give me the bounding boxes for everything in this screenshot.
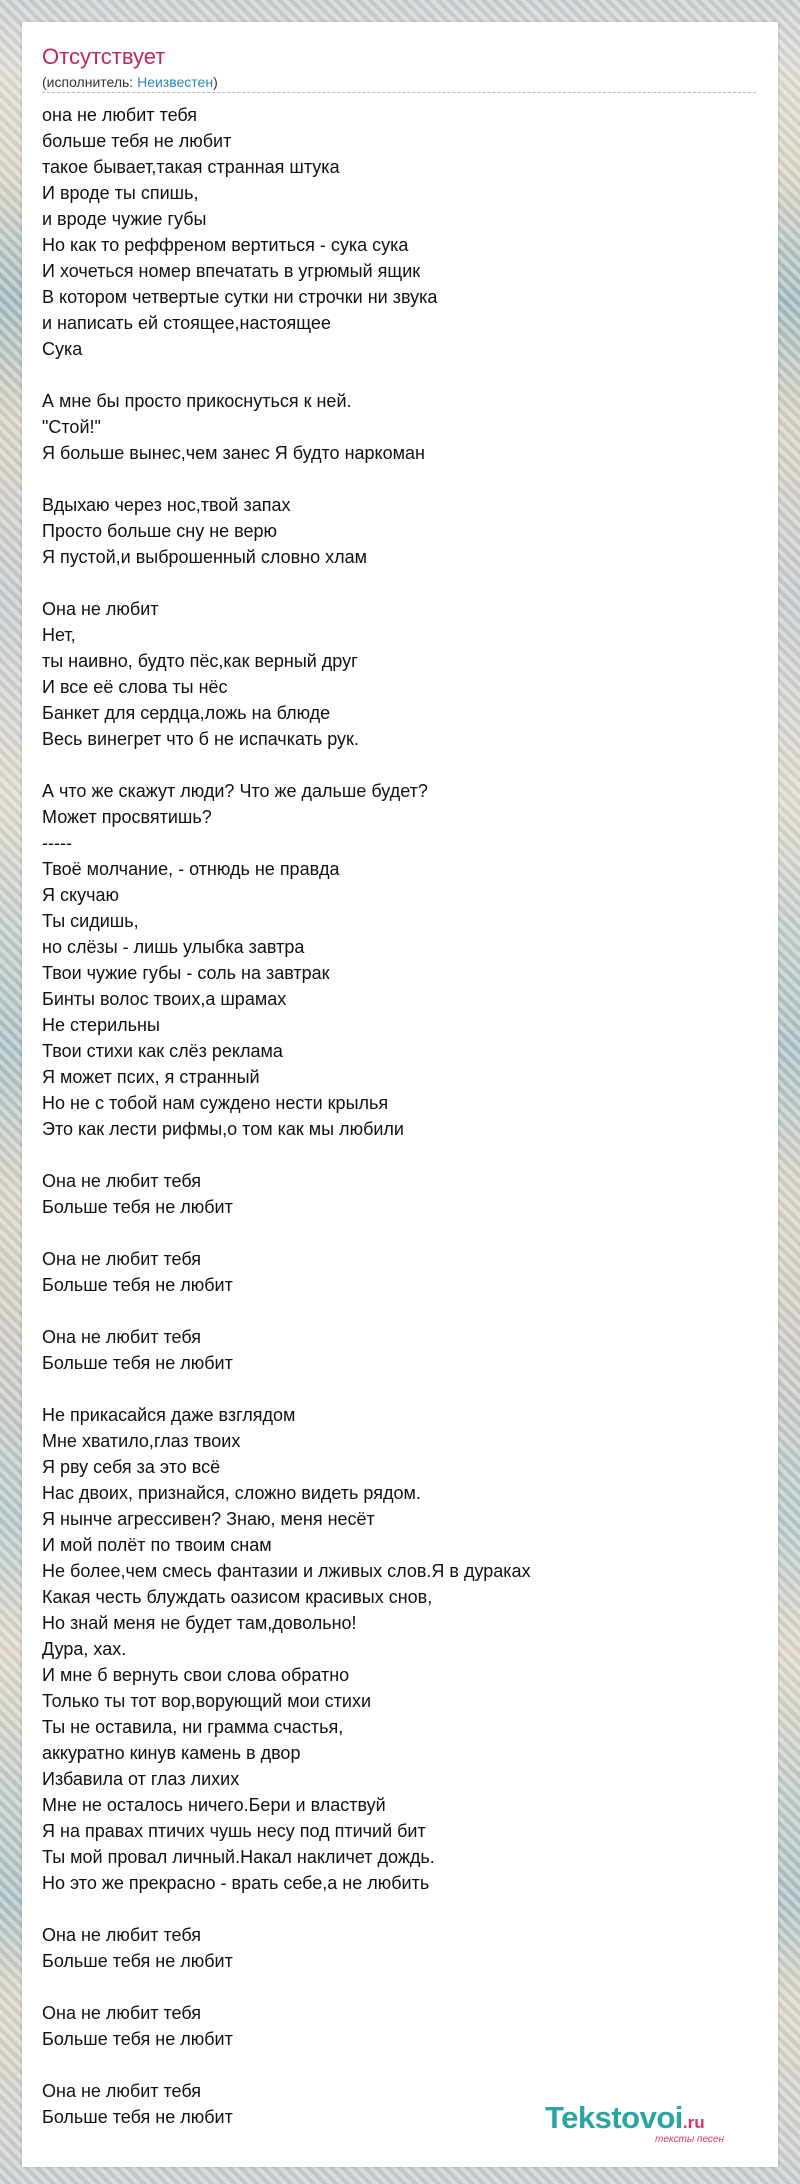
lyric-line: А что же скажут люди? Что же дальше будет? bbox=[42, 781, 428, 801]
lyric-line: Весь винегрет что б не испачкать рук. bbox=[42, 729, 359, 749]
lyric-line: Но знай меня не будет там,довольно! bbox=[42, 1613, 357, 1633]
lyric-line bbox=[42, 1298, 756, 1324]
lyric-line: И хочеться номер впечатать в угрюмый ящик bbox=[42, 261, 421, 281]
lyric-line: Она не любит bbox=[42, 599, 159, 619]
lyric-line: Больше тебя не любит bbox=[42, 1353, 233, 1373]
lyric-line: Не прикасайся даже взглядом bbox=[42, 1405, 296, 1425]
lyric-line: Но это же прекрасно - врать себе,а не любить bbox=[42, 1873, 430, 1893]
lyric-line: Она не любит тебя bbox=[42, 1925, 202, 1945]
lyric-line: ты наивно, будто пёс,как верный друг bbox=[42, 651, 358, 671]
lyric-line: Но как то реффреном вертиться - сука сука bbox=[42, 235, 409, 255]
lyric-line: И вроде ты спишь, bbox=[42, 183, 199, 203]
lyric-line: И мой полёт по твоим снам bbox=[42, 1535, 272, 1555]
lyric-line: Я скучаю bbox=[42, 885, 119, 905]
lyric-line: И мне б вернуть свои слова обратно bbox=[42, 1665, 350, 1685]
logo-tagline: тексты песен bbox=[655, 2134, 724, 2145]
lyric-line: и написать ей стоящее,настоящее bbox=[42, 313, 331, 333]
lyrics-text bbox=[42, 102, 756, 2130]
lyric-line: Она не любит тебя bbox=[42, 1171, 202, 1191]
lyric-line bbox=[42, 1142, 756, 1168]
lyric-line: Я на правах птичих чушь несу под птичий бит bbox=[42, 1821, 426, 1841]
lyric-line: Вдыхаю через нос,твой запах bbox=[42, 495, 291, 515]
lyric-line bbox=[42, 362, 756, 388]
artist-line bbox=[42, 74, 218, 90]
lyric-line: Больше тебя не любит bbox=[42, 1275, 233, 1295]
lyric-line: и вроде чужие губы bbox=[42, 209, 207, 229]
lyric-line: такое бывает,такая странная штука bbox=[42, 157, 340, 177]
header-divider bbox=[42, 92, 756, 93]
lyric-line: Твои чужие губы - соль на завтрак bbox=[42, 963, 330, 983]
logo-domain: .ru bbox=[682, 2113, 705, 2132]
lyric-line: Твои стихи как слёз реклама bbox=[42, 1041, 283, 1061]
lyric-line: Я рву себя за это всё bbox=[42, 1457, 221, 1477]
song-title: Отсутствует bbox=[42, 44, 166, 69]
lyrics-card bbox=[22, 22, 778, 2167]
lyric-line bbox=[42, 2052, 756, 2078]
lyric-line: Больше тебя не любит bbox=[42, 2107, 233, 2127]
lyric-line: Нас двоих, признайся, сложно видеть рядом. bbox=[42, 1483, 421, 1503]
lyric-line: Избавила от глаз лихих bbox=[42, 1769, 240, 1789]
lyric-line bbox=[42, 1974, 756, 2000]
site-logo[interactable] bbox=[545, 2100, 724, 2145]
lyric-line: Я может псих, я странный bbox=[42, 1067, 260, 1087]
lyric-line: Бинты волос твоих,а шрамах bbox=[42, 989, 287, 1009]
lyric-line: Больше тебя не любит bbox=[42, 1197, 233, 1217]
lyric-line bbox=[42, 1220, 756, 1246]
artist-prefix: (исполнитель: bbox=[42, 74, 138, 90]
lyric-line: Может просвятишь? bbox=[42, 807, 212, 827]
lyric-line bbox=[42, 1896, 756, 1922]
lyric-line: аккуратно кинув камень в двор bbox=[42, 1743, 301, 1763]
lyric-line: Но не с тобой нам суждено нести крылья bbox=[42, 1093, 389, 1113]
lyric-line: Ты мой провал личный.Накал накличет дождь. bbox=[42, 1847, 435, 1867]
lyric-line: Дура, хах. bbox=[42, 1639, 127, 1659]
lyric-line: Твоё молчание, - отнюдь не правда bbox=[42, 859, 340, 879]
lyric-line: Она не любит тебя bbox=[42, 1249, 202, 1269]
lyric-line: больше тебя не любит bbox=[42, 131, 232, 151]
lyric-line: Мне хватило,глаз твоих bbox=[42, 1431, 241, 1451]
lyric-line: Не более,чем смесь фантазии и лживых слов.Я в дураках bbox=[42, 1561, 531, 1581]
lyric-line: А мне бы просто прикоснуться к ней. bbox=[42, 391, 352, 411]
lyric-line: Ты сидишь, bbox=[42, 911, 139, 931]
lyric-line: Больше тебя не любит bbox=[42, 1951, 233, 1971]
artist-link[interactable]: Неизвестен bbox=[137, 74, 214, 90]
lyric-line: Просто больше сну не верю bbox=[42, 521, 278, 541]
lyric-line bbox=[42, 570, 756, 596]
lyric-line bbox=[42, 752, 756, 778]
lyric-line: Я больше вынес,чем занес Я будто наркоман bbox=[42, 443, 425, 463]
lyric-line: Она не любит тебя bbox=[42, 1327, 202, 1347]
lyric-line: она не любит тебя bbox=[42, 105, 198, 125]
lyric-line: Это как лести рифмы,о том как мы любили bbox=[42, 1119, 404, 1139]
lyric-line: Ты не оставила, ни грамма счастья, bbox=[42, 1717, 344, 1737]
lyric-line: Только ты тот вор,ворующий мои стихи bbox=[42, 1691, 372, 1711]
lyric-line: но слёзы - лишь улыбка завтра bbox=[42, 937, 305, 957]
artist-suffix: ) bbox=[213, 74, 218, 90]
lyric-line: Мне не осталось ничего.Бери и властвуй bbox=[42, 1795, 386, 1815]
lyric-line: Сука bbox=[42, 339, 83, 359]
lyric-line: Не стерильны bbox=[42, 1015, 160, 1035]
lyric-line bbox=[42, 1376, 756, 1402]
lyric-line: Она не любит тебя bbox=[42, 2081, 202, 2101]
logo-name: Tekstovoi bbox=[545, 2100, 683, 2135]
lyric-line bbox=[42, 466, 756, 492]
lyric-line: Нет, bbox=[42, 625, 76, 645]
lyric-line: В котором четвертые сутки ни строчки ни звука bbox=[42, 287, 438, 307]
lyric-line: ----- bbox=[42, 833, 72, 853]
lyric-line: Какая честь блуждать оазисом красивых снов, bbox=[42, 1587, 433, 1607]
lyric-line: Я пустой,и выброшенный словно хлам bbox=[42, 547, 367, 567]
lyric-line: Я нынче агрессивен? Знаю, меня несёт bbox=[42, 1509, 375, 1529]
lyric-line: "Стой!" bbox=[42, 417, 101, 437]
lyric-line: Банкет для сердца,ложь на блюде bbox=[42, 703, 331, 723]
lyric-line: Она не любит тебя bbox=[42, 2003, 202, 2023]
lyric-line: И все её слова ты нёс bbox=[42, 677, 228, 697]
lyric-line: Больше тебя не любит bbox=[42, 2029, 233, 2049]
